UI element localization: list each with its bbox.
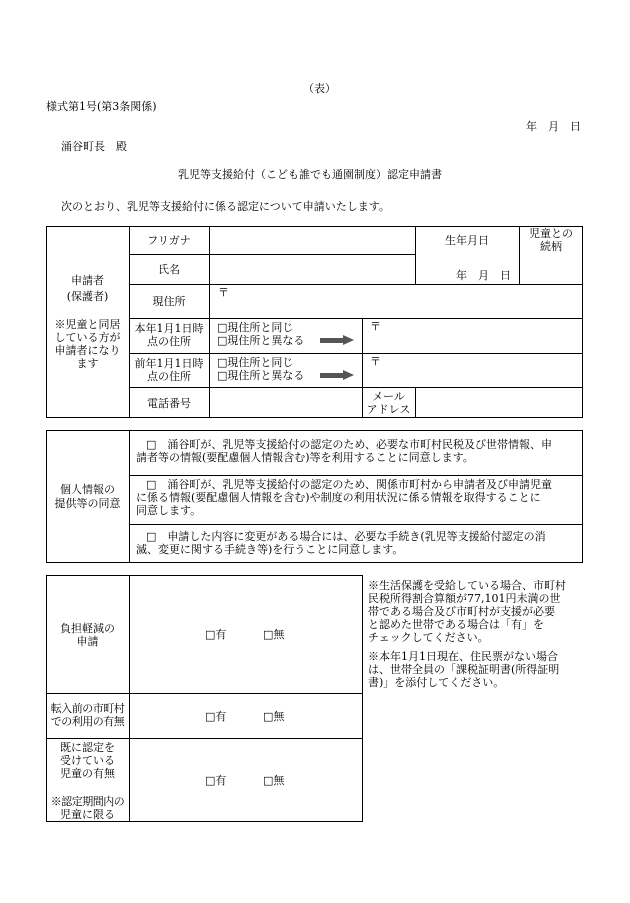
- phone-label: 電話番号: [147, 397, 191, 410]
- jan-diff-checkbox[interactable]: □現住所と異なる: [217, 334, 305, 347]
- address-input[interactable]: [211, 286, 581, 317]
- burden-yes-checkbox[interactable]: □有: [205, 628, 227, 641]
- burden-label: 負担軽減の: [60, 622, 115, 635]
- consent-label-2: 提供等の同意: [54, 497, 121, 510]
- birthdate-label: 生年月日: [445, 234, 489, 247]
- certified-yes-checkbox[interactable]: □有: [205, 774, 227, 787]
- transfer-label-2: での利用の有無: [50, 715, 125, 728]
- burden-label-2: 申請: [76, 635, 99, 648]
- certified-label: 児童の有無: [60, 767, 115, 780]
- burden-note: ※生活保護を受給している場合、市町村 民税所得割合算額が77,101円未満の世 帯である場合及び市町村が支援が必要 と認めた世帯である場合は「有」を チェックしてください。: [368, 579, 566, 644]
- certified-label: 受けている: [60, 754, 115, 767]
- transfer-yes-checkbox[interactable]: □有: [205, 710, 227, 723]
- phone-input[interactable]: [211, 389, 361, 417]
- jan-same-checkbox[interactable]: □現住所と同じ: [217, 321, 294, 334]
- applicant-note: ※児童と同居: [54, 318, 121, 331]
- addressee: 涌谷町長 殿: [61, 140, 127, 153]
- jan-address-label-2: 点の住所: [147, 335, 191, 348]
- prev-jan-diff-checkbox[interactable]: □現住所と異なる: [217, 369, 305, 382]
- name-input[interactable]: [211, 256, 413, 283]
- postal-mark: 〒: [370, 320, 381, 333]
- mail-input[interactable]: [417, 389, 581, 417]
- prev-jan-address-label-2: 点の住所: [147, 370, 191, 383]
- jan-address-input[interactable]: [364, 320, 581, 352]
- intro-text: 次のとおり、乳児等支援給付に係る認定について申請いたします。: [61, 200, 390, 213]
- furigana-input[interactable]: [211, 228, 413, 252]
- consent-item-3[interactable]: □ 申請した内容に変更がある場合には、必要な手続き(乳児等支援給付認定の消 滅、変更に関する手続き等)を行うことに同意します。: [136, 530, 546, 556]
- relation-label: 児童との: [529, 227, 573, 240]
- postal-mark: 〒: [218, 286, 229, 299]
- relation-label-2: 続柄: [540, 240, 562, 253]
- postal-mark: 〒: [370, 355, 381, 368]
- form-number: 様式第1号(第3条関係): [46, 100, 157, 113]
- page-title: 乳児等支援給付（こども誰でも通園制度）認定申請書: [178, 168, 442, 181]
- birthdate-input[interactable]: 年 月 日: [456, 269, 511, 282]
- address-label: 現住所: [152, 295, 186, 308]
- date-field[interactable]: 年 月 日: [526, 120, 581, 133]
- jan-address-label: 本年1月1日時: [134, 322, 204, 335]
- transfer-no-checkbox[interactable]: □無: [263, 710, 285, 723]
- certified-no-checkbox[interactable]: □無: [263, 774, 285, 787]
- applicant-note: ます: [76, 357, 99, 370]
- transfer-label: 転入前の市町村: [50, 702, 125, 715]
- prev-jan-address-label: 前年1月1日時: [134, 357, 204, 370]
- name-label: 氏名: [158, 263, 180, 276]
- prev-jan-same-checkbox[interactable]: □現住所と同じ: [217, 356, 294, 369]
- residence-note: ※本年1月1日現在、住民票がない場合 は、世帯全員の「課税証明書(所得証明 書)」を添付してください。: [368, 650, 560, 689]
- prev-jan-address-input[interactable]: [364, 355, 581, 386]
- arrow-right-icon: [320, 336, 354, 345]
- mail-label: メール: [372, 390, 405, 403]
- arrow-right-icon: [320, 371, 354, 380]
- applicant-label: 申請者: [71, 274, 104, 287]
- furigana-label: フリガナ: [147, 234, 191, 247]
- applicant-note: 申請者になり: [54, 344, 121, 357]
- applicant-note: している方が: [54, 331, 121, 344]
- certified-note: ※認定期間内の: [50, 795, 125, 808]
- mail-label-2: アドレス: [366, 403, 411, 416]
- relation-input[interactable]: [521, 256, 581, 283]
- certified-note: 児童に限る: [60, 808, 115, 821]
- guardian-label: (保護者): [66, 290, 109, 303]
- certified-label: 既に認定を: [60, 741, 115, 754]
- consent-item-2[interactable]: □ 涌谷町が、乳児等支援給付の認定のため、関係市町村から申請者及び申請児童 に係る情報(要配慮個人情報を含む)や制度の利用状況に係る情報を取得することに 同意します。: [136, 478, 552, 517]
- consent-label: 個人情報の: [60, 483, 115, 496]
- consent-item-1[interactable]: □ 涌谷町が、乳児等支援給付の認定のため、必要な市町村民税及び世帯情報、申 請者等の情報(要配慮個人情報含む)等を利用することに同意します。: [136, 438, 552, 464]
- burden-no-checkbox[interactable]: □無: [263, 628, 285, 641]
- front-label: （表）: [303, 82, 336, 95]
